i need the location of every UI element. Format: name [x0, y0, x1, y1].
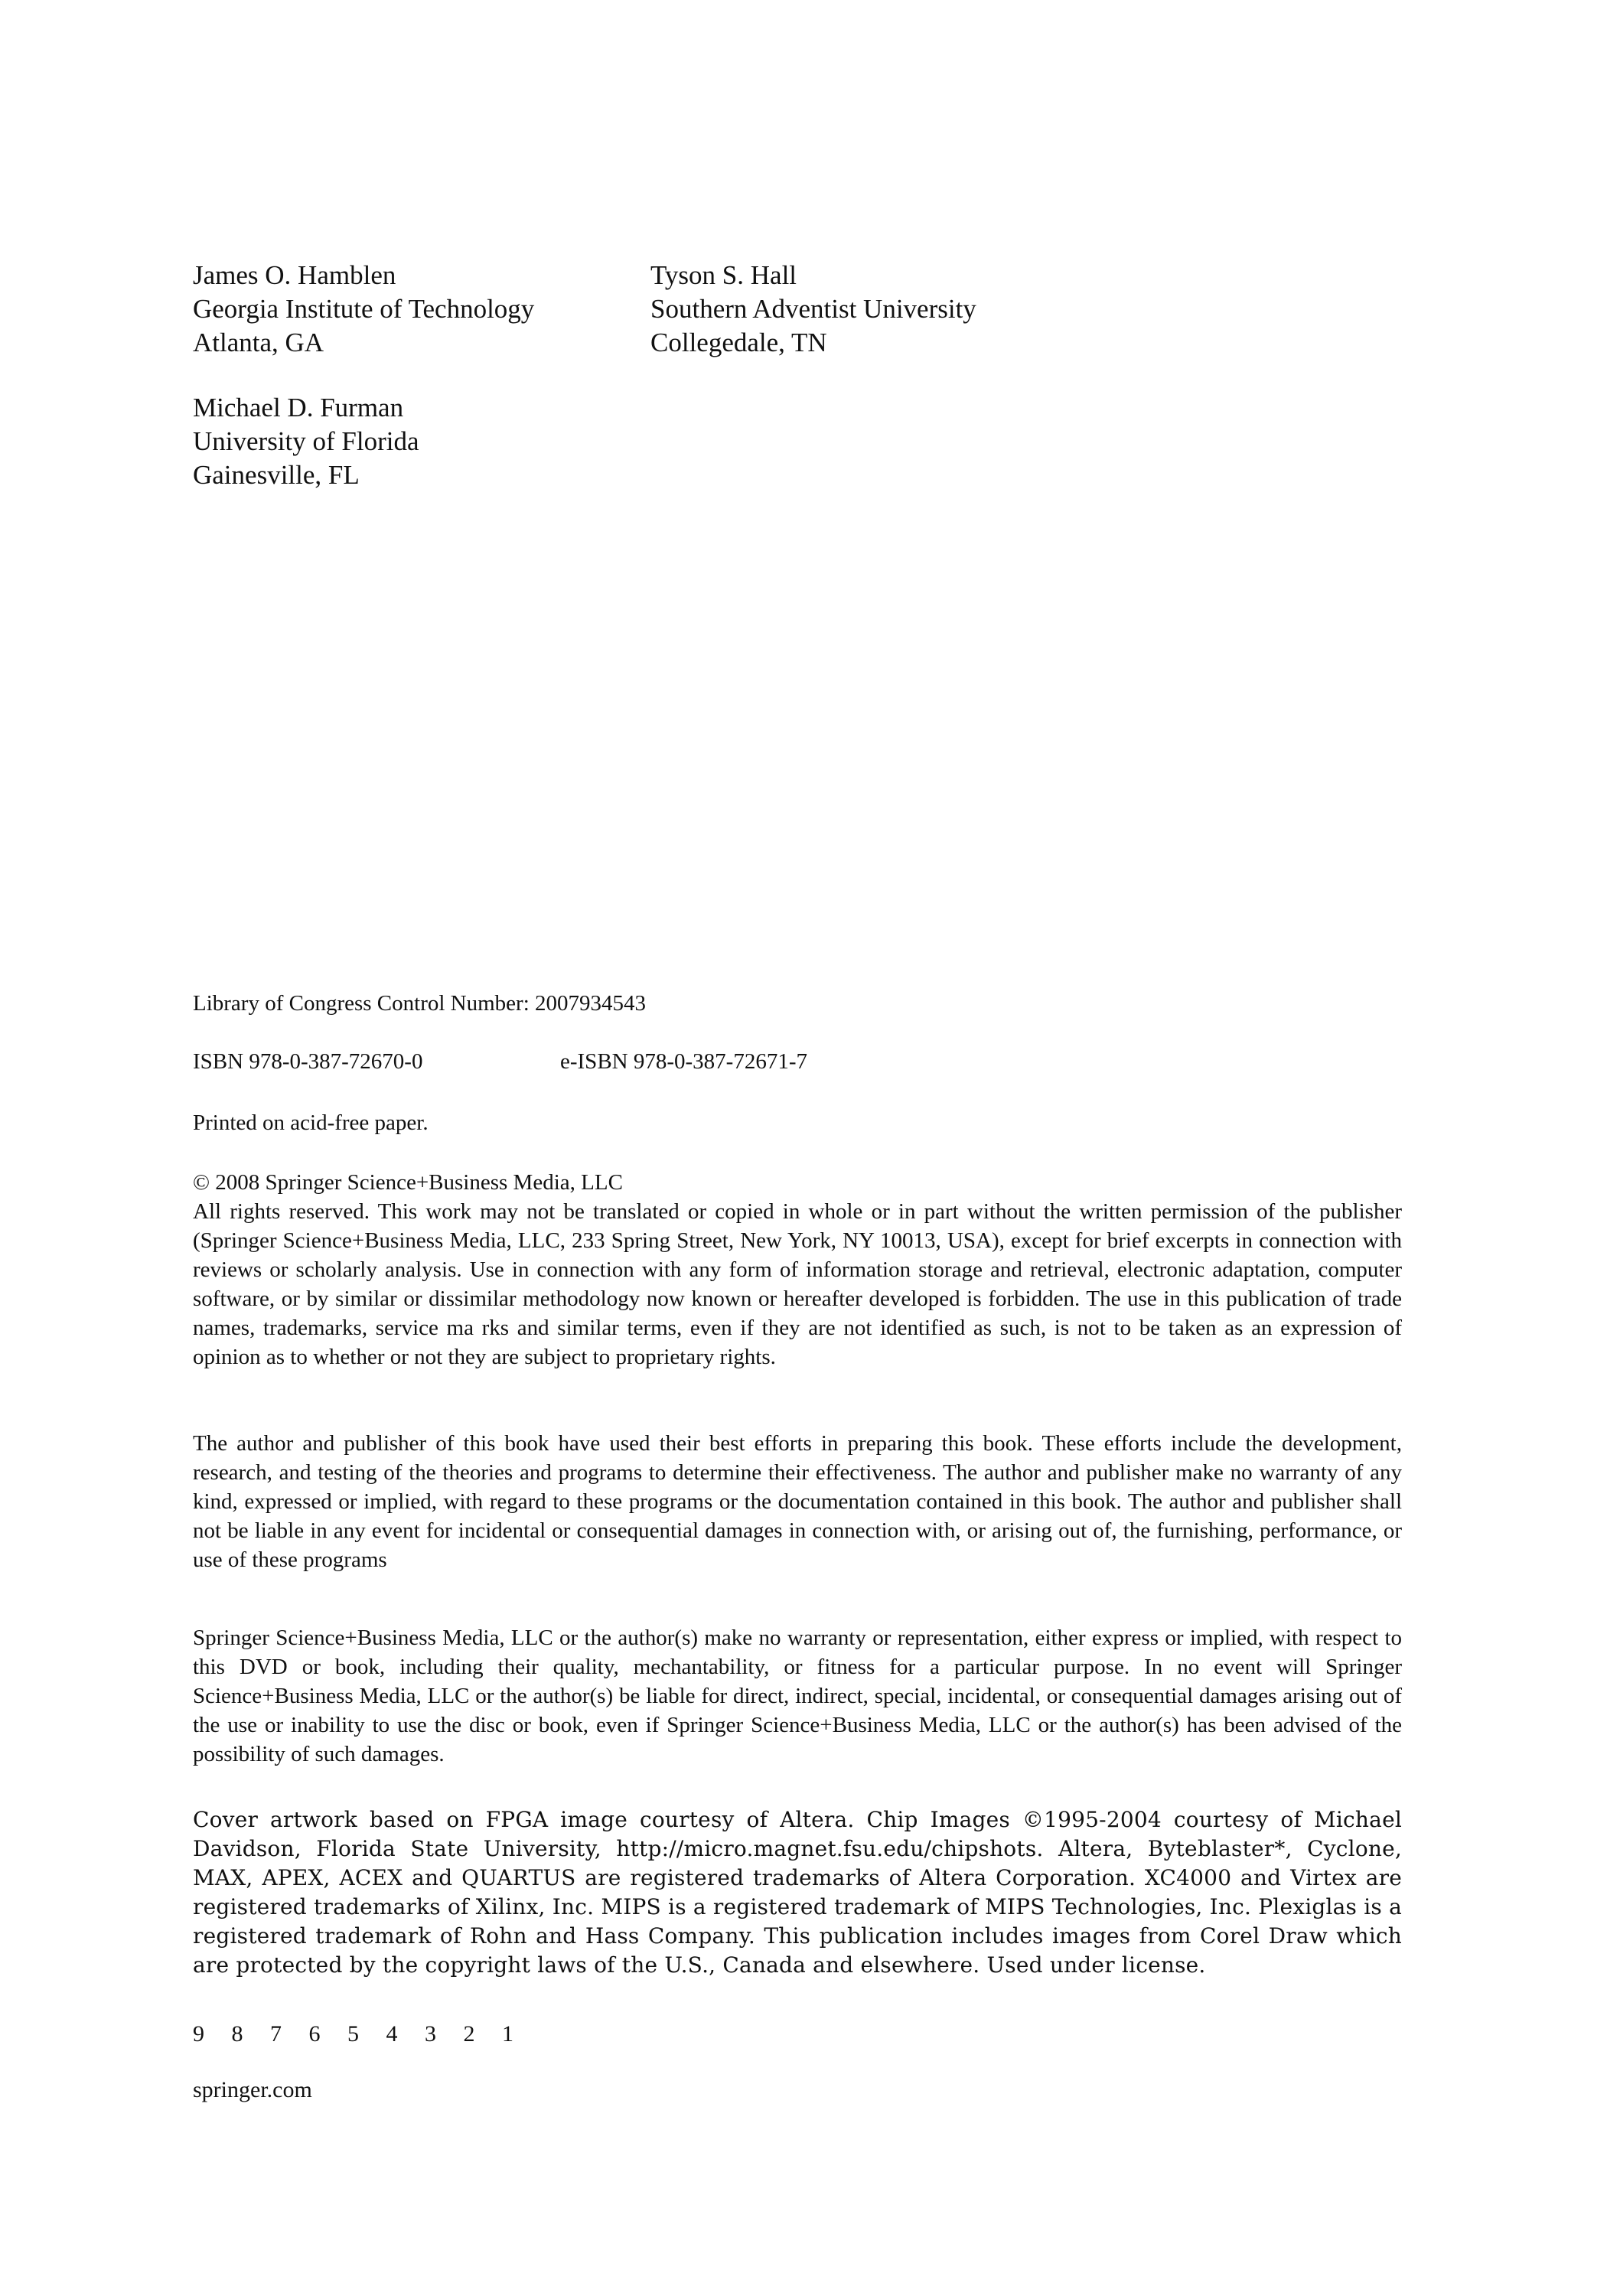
author-affiliation: Georgia Institute of Technology [193, 294, 535, 324]
cover-artwork-paragraph: Cover artwork based on FPGA image courtesy of Altera. Chip Images ©1995-2004 courtesy of Michael Davidson, Florida State University, http://micro.magnet.fsu.edu/chipshots. Altera, Byteblaster*, Cyclone, MAX, APEX, ACEX and QUARTUS are registered trademarks of Altera Corporation. XC4000 and Virtex are registered trademarks of Xilinx, Inc. MIPS is a registered trademark of MIPS Technologies, Inc. Plexiglas is a registered trademark of Rohn and Hass Company. This publication includes images from Corel Draw which are protected by the copyright laws of the U.S., Canada and elsewhere. Used under license. [193, 1807, 1402, 1978]
acid-free-note: Printed on acid-free paper. [193, 1110, 429, 1135]
author-affiliation: University of Florida [193, 426, 419, 456]
author-block [193, 259, 534, 360]
author-name: Michael D. Furman [193, 393, 404, 422]
author-block [193, 391, 419, 492]
library-of-congress-number: Library of Congress Control Number: 2007934543 [193, 991, 647, 1016]
author-location: Collegedale, TN [650, 328, 827, 357]
isbn-row [193, 1048, 807, 1075]
author-block [650, 259, 976, 360]
warranty-paragraph: Springer Science+Business Media, LLC or the author(s) make no warranty or representation, either express or implied, with respect to this DVD or book, including their quality, mechantability, or fitness for a particular purpose. In no event will Springer Science+Business Media, LLC or the author(s) be liable for direct, indirect, special, incidental, or consequential damages arising out of the use or inability to use the disc or book, even if Springer Science+Business Media, LLC or the author(s) has been advised of the possibility of such damages. [193, 1626, 1402, 1766]
e-isbn: e-ISBN 978-0-387-72671-7 [560, 1049, 807, 1074]
author-affiliation: Southern Adventist University [650, 294, 976, 324]
copyright-line: © 2008 Springer Science+Business Media, LLC [193, 1170, 623, 1195]
printing-line: 9 8 7 6 5 4 3 2 1 [193, 2021, 524, 2047]
author-name: James O. Hamblen [193, 260, 396, 290]
isbn: ISBN 978-0-387-72670-0 [193, 1049, 423, 1074]
publisher-website: springer.com [193, 2077, 312, 2102]
efforts-paragraph: The author and publisher of this book have used their best efforts in preparing this book. These efforts include the development, research, and testing of the theories and programs to determine their effectiveness. The author and publisher make no warranty of any kind, expressed or implied, with regard to these programs or the documentation contained in this book. The author and publisher shall not be liable in any event for incidental or consequential damages in connection with, or arising out of, the furnishing, performance, or use of these programs [193, 1431, 1402, 1572]
author-name: Tyson S. Hall [650, 260, 797, 290]
author-location: Gainesville, FL [193, 460, 360, 490]
rights-paragraph: All rights reserved. This work may not be translated or copied in whole or in part without the written permission of the publisher (Springer Science+Business Media, LLC, 233 Spring Street, New York, NY 10013, USA), except for brief excerpts in connection with reviews or scholarly analysis. Use in connection with any form of information storage and retrieval, electronic adaptation, computer software, or by similar or dissimilar methodology now known or hereafter developed is forbidden. The use in this publication of trade names, trademarks, service ma rks and similar terms, even if they are not identified as such, is not to be taken as an expression of opinion as to whether or not they are subject to proprietary rights. [193, 1199, 1402, 1369]
author-location: Atlanta, GA [193, 328, 324, 357]
copyright-block [193, 1168, 1402, 1371]
